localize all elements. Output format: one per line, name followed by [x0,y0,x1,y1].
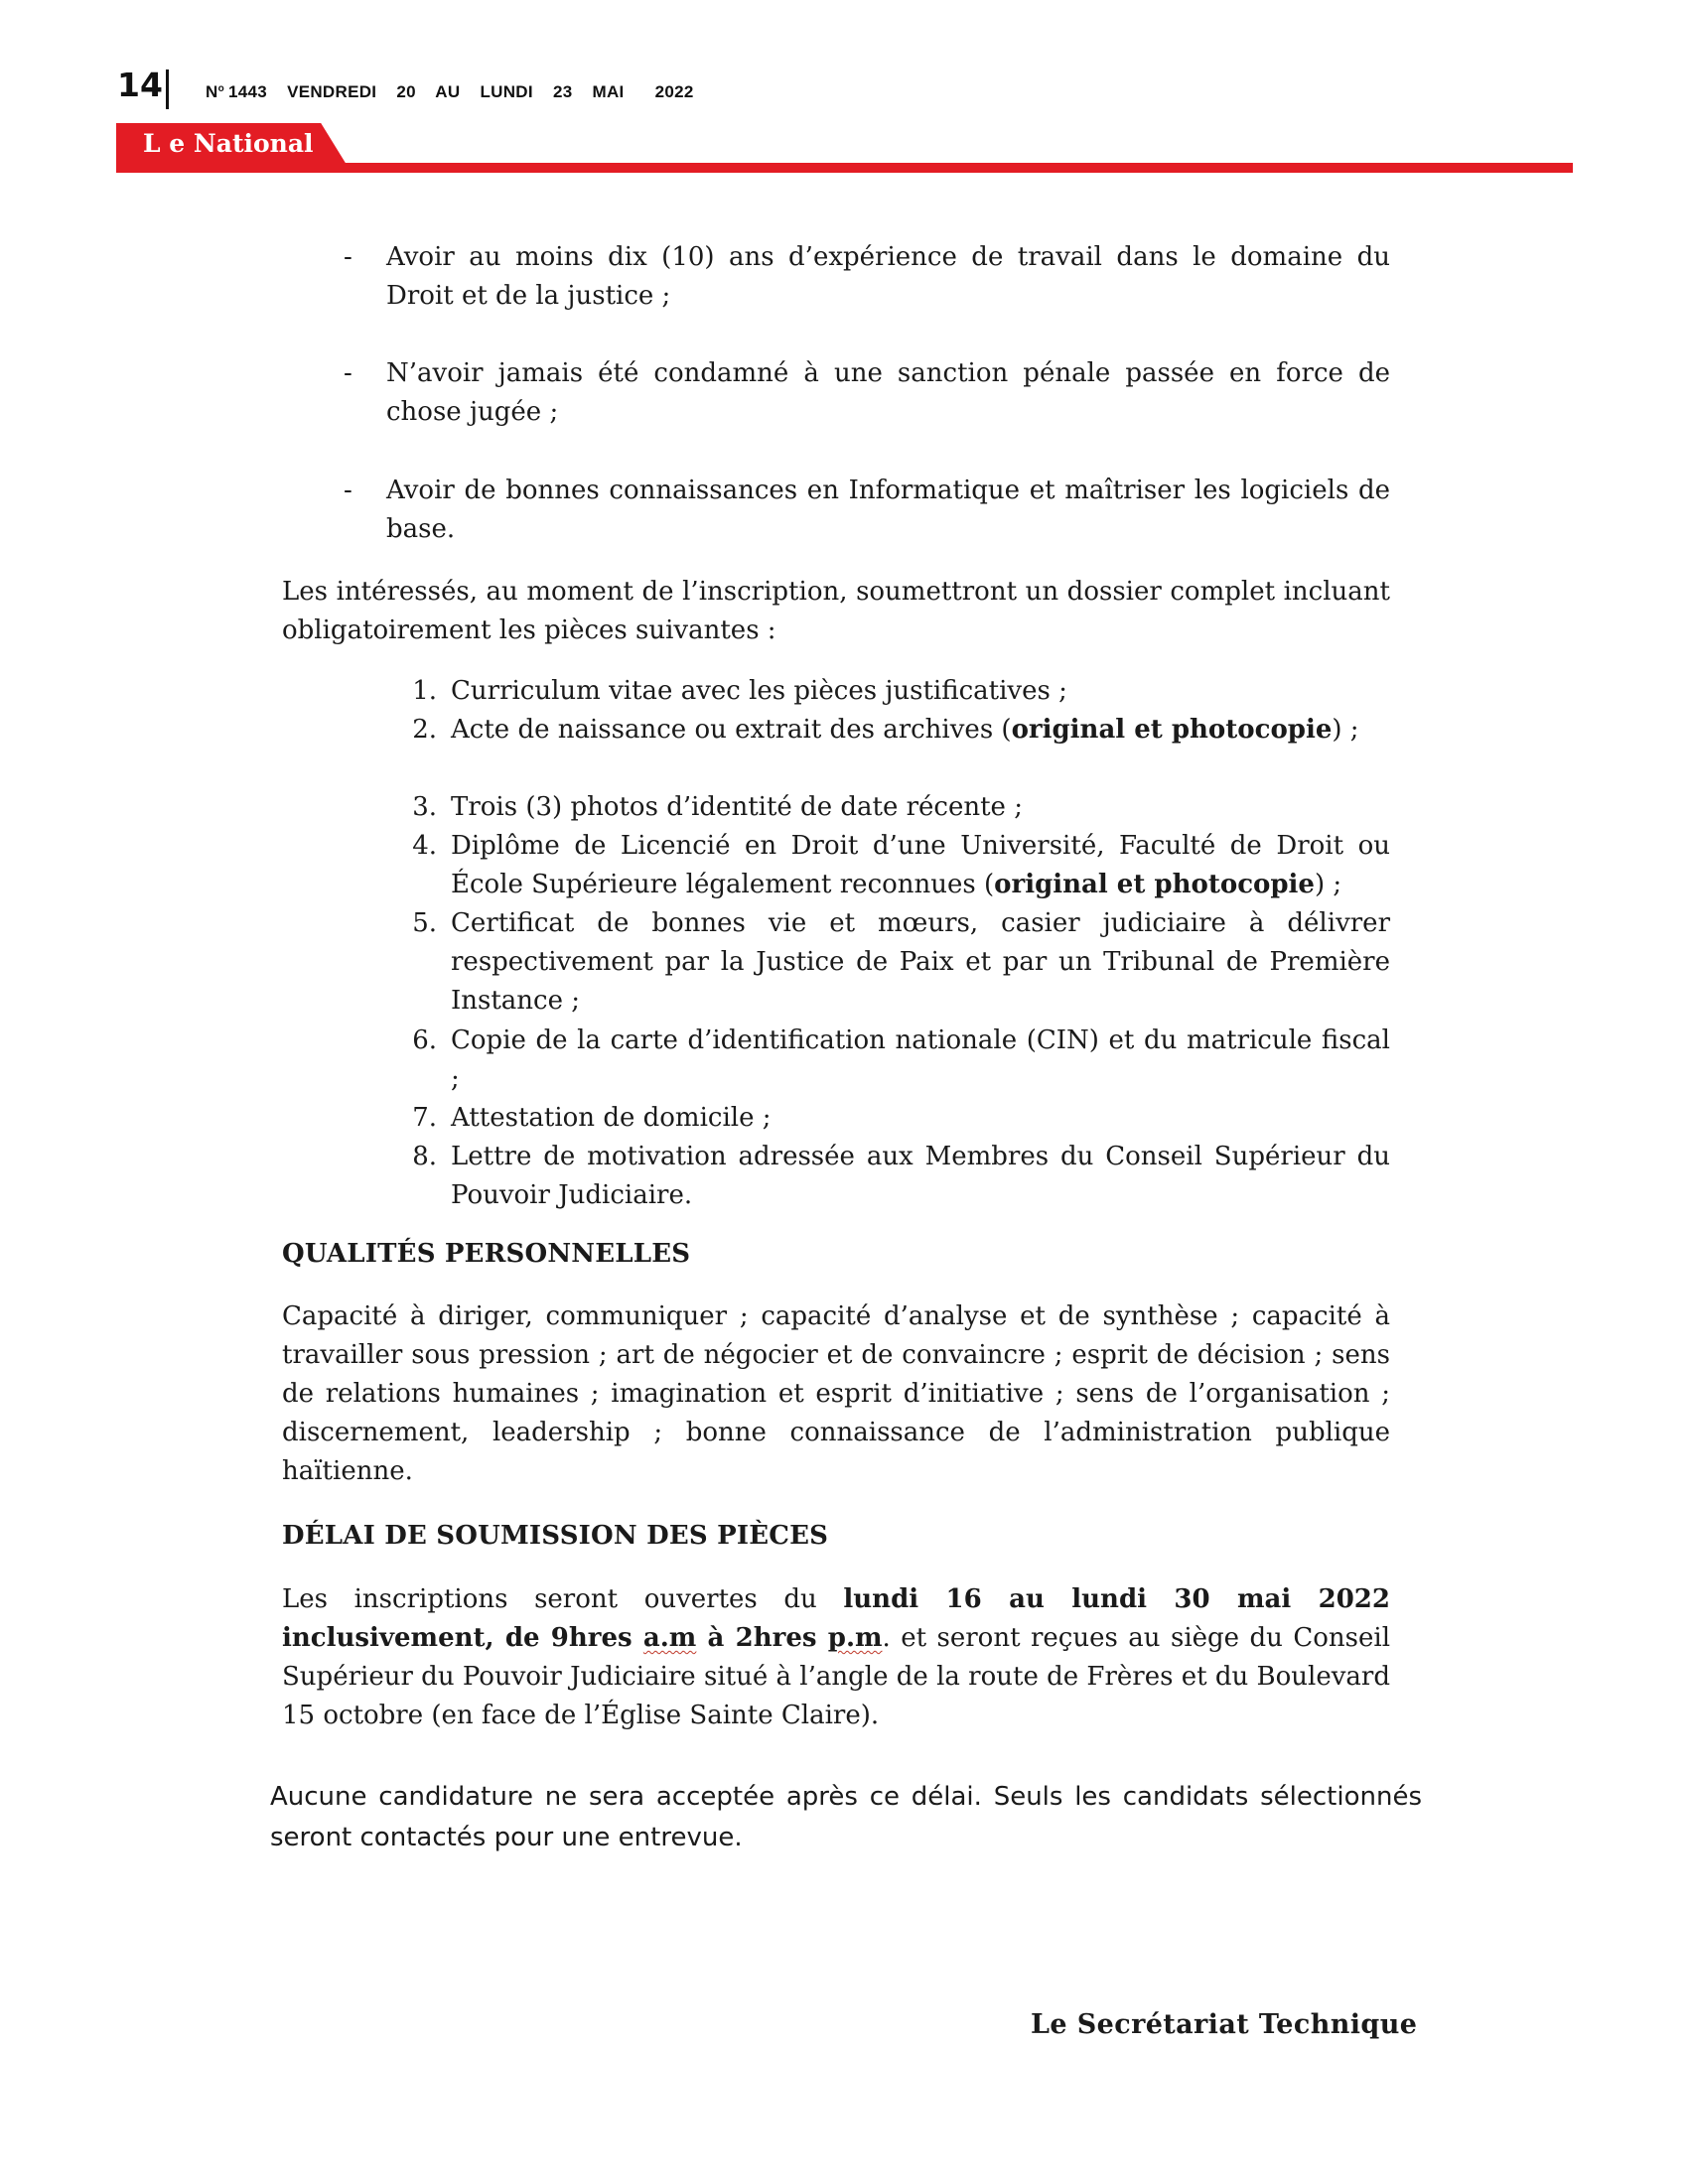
list-item: Lettre de motivation adressée aux Membres du Conseil Supérieur du Pouvoir Judiciaire. [451,1142,1390,1210]
bullet-dash: - [344,476,352,505]
list-number: 3. [412,792,437,822]
section-heading-delai: DÉLAI DE SOUMISSION DES PIÈCES [282,1521,829,1551]
list-item: Diplôme de Licencié en Droit d’une Université, Faculté de Droit ou École Supérieure légalement reconnues (original et photocopie) ; [451,831,1390,899]
brand-logo: L e National [143,129,314,158]
issue-number: $N^o$ 1443 [206,82,268,101]
bullet-dash: - [344,242,352,272]
issue-line [206,82,709,102]
signature: Le Secrétariat Technique [1031,2009,1418,2040]
list-number: 6. [412,1025,437,1055]
bullet-item: Avoir au moins dix (10) ans d’expérience de travail dans le domaine du Droit et de la justice ; [386,242,1390,311]
bullet-item: N’avoir jamais été condamné à une sanction pénale passée en force de chose jugée ; [386,358,1390,427]
qualites-paragraph: Capacité à diriger, communiquer ; capacité d’analyse et de synthèse ; capacité à travailler sous pression ; art de négocier et de convaincre ; esprit de décision ; sens de relations humaines ; imagination et esprit d’initiative ; sens de l’organisation ; discernement, leadership ; bonne connaissance de l’administration publique haïtienne. [282,1301,1390,1486]
issue-date1: 20 [396,82,416,101]
list-item: Certificat de bonnes vie et mœurs, casier judiciaire à délivrer respectivement par la Justice de Paix et par un Tribunal de Première Instance ; [451,908,1390,1016]
bullet-item: Avoir de bonnes connaissances en Informatique et maîtriser les logiciels de base. [386,476,1390,544]
delai-paragraph: Les inscriptions seront ouvertes du lundi 16 au lundi 30 mai 2022 inclusivement, de 9hres a.m à 2hres p.m. et seront reçues au siège du Conseil Supérieur du Pouvoir Judiciaire situé à l’angle de la route de Frères et du Boulevard 15 octobre (en face de l’Église Sainte Claire). [282,1584,1391,1730]
list-number: 1. [412,676,437,706]
list-item: Copie de la carte d’identification nationale (CIN) et du matricule fiscal ; [451,1025,1390,1094]
list-item: Curriculum vitae avec les pièces justificatives ; [451,676,1067,706]
list-item: Acte de naissance ou extrait des archives (original et photocopie) ; [451,715,1359,745]
list-item: Trois (3) photos d’identité de date récente ; [451,792,1023,822]
header-divider [166,69,169,109]
issue-day2: LUNDI [480,82,533,101]
section-heading-qualites: QUALITÉS PERSONNELLES [282,1239,691,1269]
issue-day1: VENDREDI [287,82,377,101]
intro-paragraph: Les intéressés, au moment de l’inscription, soumettront un dossier complet incluant obligatoirement les pièces suivantes : [282,577,1390,645]
list-number: 8. [412,1142,437,1171]
list-number: 5. [412,908,437,938]
page-number: 14 [117,66,163,104]
list-number: 4. [412,831,437,861]
list-number: 7. [412,1103,437,1133]
list-number: 2. [412,715,437,745]
closing-paragraph: Aucune candidature ne sera acceptée après ce délai. Seuls les candidats sélectionnés seront contactés pour une entrevue. [270,1782,1422,1852]
issue-au: AU [435,82,461,101]
issue-date2: 23 [552,82,573,101]
list-item: Attestation de domicile ; [451,1103,772,1133]
issue-year: 2022 [654,82,694,101]
issue-month: MAI [592,82,625,101]
bullet-dash: - [344,358,352,388]
